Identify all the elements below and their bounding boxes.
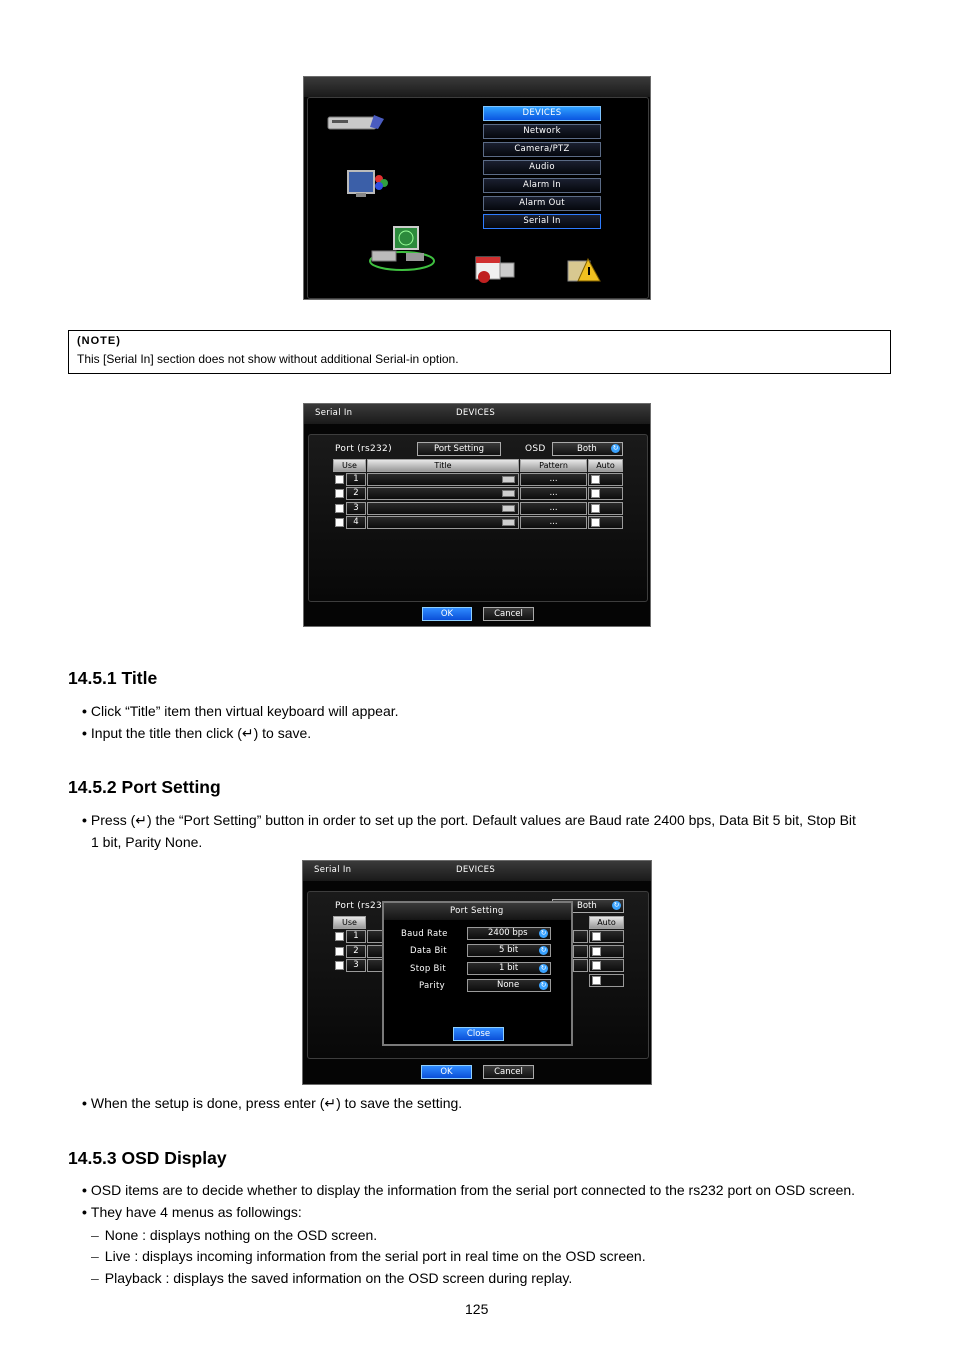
pattern-field[interactable] (573, 930, 588, 943)
auto-checkbox[interactable] (591, 518, 600, 527)
osd-option-none: – None : displays nothing on the OSD screen. (91, 1224, 377, 1246)
title-field[interactable] (367, 487, 519, 500)
screen-title-left: Serial In (315, 408, 353, 418)
auto-checkbox[interactable] (591, 504, 600, 513)
row-number: 1 (346, 930, 366, 943)
port-setting-bullet-2: • When the setup is done, press enter (↵) to save the setting. (82, 1092, 462, 1114)
cancel-button[interactable]: Cancel (483, 1065, 534, 1079)
use-checkbox[interactable] (335, 489, 344, 498)
cancel-button[interactable]: Cancel (483, 607, 534, 621)
stop-bit-select[interactable] (467, 962, 551, 975)
baud-rate-value: 2400 bps (488, 928, 528, 938)
parity-value: None (497, 980, 520, 990)
use-checkbox[interactable] (335, 475, 344, 484)
note-text: This [Serial In] section does not show without additional Serial-in option. (77, 352, 459, 366)
section-heading-osd-display: 14.5.3 OSD Display (68, 1148, 227, 1168)
port-setting-bullet-1-continued: 1 bit, Parity None. (91, 834, 203, 850)
stop-bit-label: Stop Bit (410, 964, 446, 974)
row-number: 1 (346, 473, 366, 486)
data-bit-select[interactable] (467, 944, 551, 957)
parity-label: Parity (419, 981, 445, 991)
osd-value: Both (577, 901, 597, 911)
port-setting-screenshot (302, 860, 652, 1085)
pattern-field[interactable]: ... (520, 487, 587, 500)
parity-select[interactable] (467, 979, 551, 992)
use-checkbox[interactable] (335, 932, 344, 941)
stop-bit-value: 1 bit (499, 963, 519, 973)
menu-item-alarm-in[interactable]: Alarm In (483, 178, 601, 193)
keyboard-icon (502, 505, 515, 512)
column-use: Use (333, 916, 366, 929)
baud-rate-label: Baud Rate (401, 929, 448, 939)
menu-item-devices[interactable]: DEVICES (483, 106, 601, 121)
auto-checkbox[interactable] (592, 947, 601, 956)
column-auto: Auto (588, 459, 623, 472)
spin-arrow-icon: ↻ (540, 929, 547, 937)
menu-item-serial-in[interactable]: Serial In (483, 214, 601, 229)
pattern-field[interactable] (573, 959, 588, 972)
note-label: (NOTE) (77, 335, 121, 347)
alarm-warning-icon (564, 255, 604, 285)
title-bullet-1: • Click “Title” item then virtual keyboard will appear. (82, 700, 399, 722)
row-number: 3 (346, 959, 366, 972)
ok-button[interactable]: OK (421, 1065, 472, 1079)
dialog-title: Port Setting (450, 906, 504, 916)
osd-value: Both (577, 444, 597, 454)
pattern-field[interactable]: ... (520, 516, 587, 529)
row-number: 4 (346, 516, 366, 529)
screen-title-center: DEVICES (456, 408, 496, 418)
osd-option-live: – Live : displays incoming information from the serial port in real time on the OSD screen. (91, 1245, 646, 1267)
menu-item-audio[interactable]: Audio (483, 160, 601, 175)
use-checkbox[interactable] (335, 961, 344, 970)
note-box (68, 330, 891, 374)
row-number: 2 (346, 945, 366, 958)
section-heading-title: 14.5.1 Title (68, 668, 158, 688)
pattern-field[interactable] (573, 945, 588, 958)
title-field[interactable] (367, 945, 383, 958)
row-number: 2 (346, 487, 366, 500)
auto-checkbox[interactable] (592, 932, 601, 941)
serial-in-screenshot (303, 403, 651, 627)
monitor-color-icon (346, 167, 392, 203)
dvr-recorder-icon (326, 109, 386, 135)
osd-bullet-1: • OSD items are to decide whether to display the information from the serial port connected to the rs232 port on OSD screen. (82, 1179, 855, 1201)
title-field[interactable] (367, 959, 383, 972)
title-field[interactable] (367, 502, 519, 515)
ok-button[interactable]: OK (422, 607, 472, 621)
use-checkbox[interactable] (335, 504, 344, 513)
port-setting-dialog (382, 901, 573, 1046)
osd-label: OSD (525, 444, 546, 454)
page-number: 125 (465, 1301, 489, 1317)
keyboard-icon (502, 476, 515, 483)
title-field[interactable] (367, 473, 519, 486)
spin-arrow-icon: ↻ (540, 981, 547, 989)
auto-checkbox[interactable] (591, 489, 600, 498)
menu-item-alarm-out[interactable]: Alarm Out (483, 196, 601, 211)
keyboard-icon (502, 490, 515, 497)
osd-bullet-2: • They have 4 menus as followings: (82, 1201, 302, 1223)
data-bit-value: 5 bit (499, 945, 519, 955)
spin-arrow-icon: ↻ (612, 444, 619, 452)
column-title: Title (367, 459, 519, 472)
menu-item-network[interactable]: Network (483, 124, 601, 139)
column-use: Use (333, 459, 366, 472)
title-field[interactable] (367, 516, 519, 529)
devices-menu-screenshot (303, 76, 651, 300)
pattern-field[interactable]: ... (520, 502, 587, 515)
auto-checkbox[interactable] (592, 961, 601, 970)
section-heading-port-setting: 14.5.2 Port Setting (68, 777, 221, 797)
port-setting-button[interactable]: Port Setting (417, 442, 501, 456)
close-button[interactable]: Close (453, 1027, 504, 1041)
screen-title-center: DEVICES (456, 865, 496, 875)
port-label: Port (rs23 (335, 901, 383, 911)
screen-title-bar (304, 77, 650, 97)
data-bit-label: Data Bit (410, 946, 447, 956)
title-field[interactable] (367, 930, 383, 943)
screen-title-left: Serial In (314, 865, 352, 875)
spin-arrow-icon: ↻ (540, 946, 547, 954)
title-bullet-2: • Input the title then click (↵) to save. (82, 722, 311, 744)
column-auto: Auto (589, 916, 624, 929)
osd-option-playback: – Playback : displays the saved information on the OSD screen during replay. (91, 1267, 572, 1289)
port-setting-bullet-1: • Press (↵) the “Port Setting” button in order to set up the port. Default values are Baud rate 2400 bps, Data Bit 5 bit, Stop Bit (82, 809, 856, 831)
calendar-schedule-icon (472, 253, 518, 285)
menu-item-camera-ptz[interactable]: Camera/PTZ (483, 142, 601, 157)
osd-select[interactable] (552, 442, 623, 456)
auto-checkbox[interactable] (591, 475, 600, 484)
column-pattern: Pattern (520, 459, 587, 472)
keyboard-icon (502, 519, 515, 526)
pattern-field[interactable]: ... (520, 473, 587, 486)
use-checkbox[interactable] (335, 947, 344, 956)
spin-arrow-icon: ↻ (540, 964, 547, 972)
use-checkbox[interactable] (335, 518, 344, 527)
auto-field (589, 974, 624, 987)
port-label: Port (rs232) (335, 444, 392, 454)
row-number: 3 (346, 502, 366, 515)
baud-rate-select[interactable] (467, 927, 551, 940)
spin-arrow-icon: ↻ (613, 901, 620, 909)
network-pc-icon (366, 223, 438, 273)
